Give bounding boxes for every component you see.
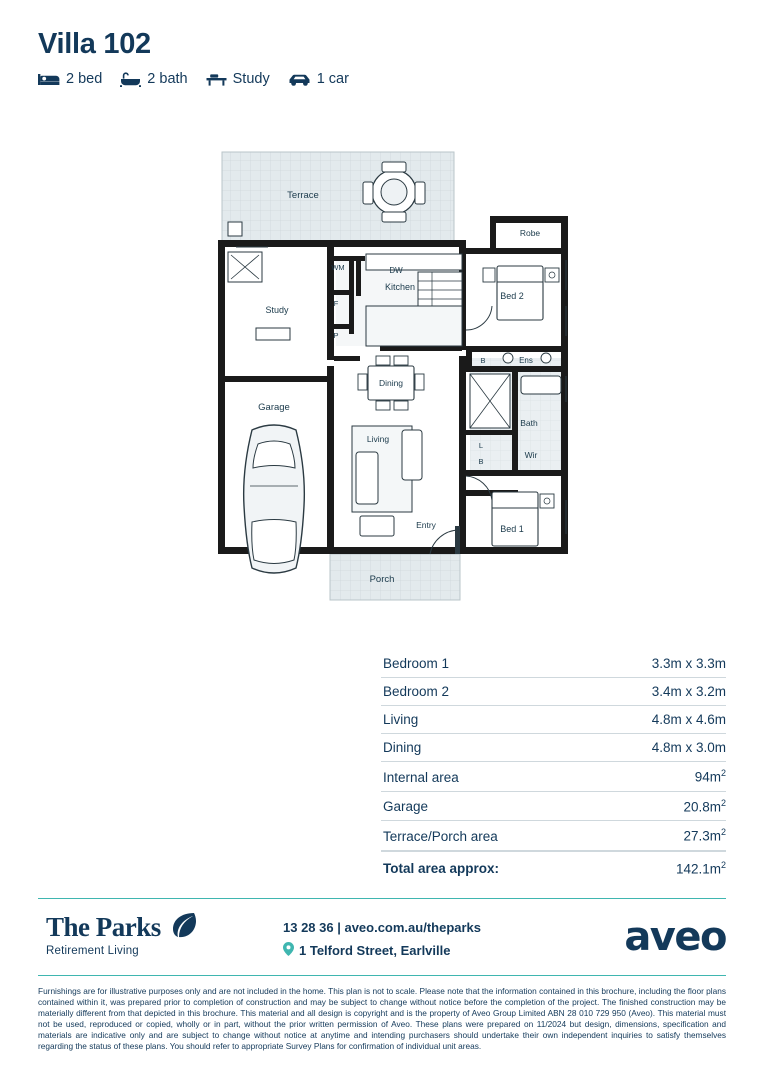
spec-bed-label: 2 bed bbox=[66, 71, 103, 87]
schedule-row-dining bbox=[381, 734, 726, 762]
parks-brand-sub: Retirement Living bbox=[46, 945, 139, 957]
schedule-label: Bedroom 1 bbox=[383, 656, 450, 671]
schedule-label: Living bbox=[383, 712, 419, 727]
room-label-bath: Bath bbox=[520, 418, 538, 428]
schedule-value: 3.4m x 3.2m bbox=[651, 684, 726, 699]
page-footer bbox=[38, 908, 726, 970]
room-label-study: Study bbox=[265, 305, 289, 315]
room-label-porch: Porch bbox=[369, 574, 395, 585]
room-robe bbox=[520, 228, 541, 238]
spec-bed bbox=[38, 71, 102, 87]
parks-brand-name: The Parks bbox=[46, 912, 161, 942]
spec-study-label: Study bbox=[232, 71, 270, 87]
room-label-l: L bbox=[478, 441, 484, 450]
schedule-value-sup: 2 bbox=[720, 768, 726, 778]
room-label-terrace: Terrace bbox=[287, 190, 319, 201]
contact-address: 1 Telford Street, Earlville bbox=[299, 943, 451, 958]
divider-top bbox=[38, 898, 726, 899]
schedule-value-sup: 2 bbox=[720, 797, 726, 808]
contact-block bbox=[283, 920, 481, 959]
page-header bbox=[38, 28, 349, 87]
schedule-label: Terrace/Porch area bbox=[383, 828, 498, 844]
schedule-total-sup: 2 bbox=[720, 859, 726, 870]
schedule-value: 3.3m x 3.3m bbox=[651, 656, 726, 671]
car-plan-icon bbox=[244, 425, 305, 573]
schedule-row-terrace-porch bbox=[381, 821, 726, 851]
room-label-kitchen: Kitchen bbox=[384, 282, 416, 292]
floor-plan-svg bbox=[0, 130, 764, 640]
schedule-row-garage bbox=[381, 792, 726, 822]
desk-icon bbox=[206, 72, 227, 87]
schedule-label: Bedroom 2 bbox=[383, 684, 450, 699]
room-label-dw: DW bbox=[389, 266, 403, 275]
bed-icon bbox=[38, 72, 60, 87]
room-label-garage: Garage bbox=[258, 402, 290, 413]
room-label-living: Living bbox=[366, 434, 390, 444]
schedule-value: 20.8m bbox=[683, 799, 721, 814]
spec-study bbox=[206, 71, 270, 87]
schedule-total-value: 142.1m bbox=[675, 861, 721, 876]
room-label-b-ens: B bbox=[480, 356, 486, 365]
leaf-icon bbox=[168, 910, 198, 945]
spec-bath-label: 2 bath bbox=[147, 71, 188, 87]
schedule-label: Internal area bbox=[383, 769, 459, 785]
room-label-wir: Wir bbox=[524, 450, 538, 460]
contact-phone-web[interactable]: 13 28 36 | aveo.com.au/theparks bbox=[283, 920, 482, 935]
location-pin-icon bbox=[283, 942, 294, 959]
floor-plan bbox=[0, 130, 764, 640]
spec-car bbox=[288, 71, 349, 87]
contact-address-row bbox=[283, 942, 481, 959]
divider-bottom bbox=[38, 975, 726, 976]
schedule-row-bedroom-1 bbox=[381, 650, 726, 678]
room-label-robe: Robe bbox=[519, 228, 541, 238]
schedule-row-bedroom-2 bbox=[381, 678, 726, 706]
area-schedule bbox=[381, 650, 726, 882]
room-label-f: F bbox=[333, 299, 339, 308]
room-label-entry: Entry bbox=[416, 520, 436, 530]
schedule-label: Dining bbox=[383, 740, 422, 755]
schedule-total-label: Total area approx: bbox=[383, 861, 500, 876]
room-label-bed1: Bed 1 bbox=[500, 524, 524, 534]
page-title: Villa 102 bbox=[38, 28, 151, 60]
schedule-value: 27.3m bbox=[683, 828, 721, 844]
room-label-ens: Ens bbox=[519, 356, 533, 365]
spec-list bbox=[38, 71, 349, 87]
room-porch bbox=[330, 554, 460, 600]
room-label-dining: Dining bbox=[378, 378, 404, 388]
schedule-row-internal-area bbox=[381, 762, 726, 792]
schedule-value: 4.8m x 4.6m bbox=[651, 712, 726, 727]
schedule-value-sup: 2 bbox=[720, 827, 726, 837]
schedule-label: Garage bbox=[383, 799, 429, 814]
schedule-value: 4.8m x 3.0m bbox=[651, 740, 726, 755]
schedule-row-living bbox=[381, 706, 726, 734]
disclaimer-text: Furnishings are for illustrative purposes only and are not included in the home. This plan is not to scale. Please note that the information contained in this brochure, including the floor plans contained within it, was prepared prior to completion of construction and may be subject to change without notice before the completion of the project. The finished construction may be materially different from that depicted in this brochure. This material and all design is copyright and is the property of Aveo Group Limited ABN 28 010 729 950 (Aveo). This material must not be used, reproduced or copied, wholly or in part, without the prior written permission of Aveo. These plans were prepared on 11/2024 but design, dimensions, specification and materials are indicative only and are subject to change without notice at anytime and intending purchasers should undertake their own independent inquiries to satisfy themselves regarding the status of these plans. You should refer to appropriate Survey Plans for confirmation of individual unit areas. bbox=[38, 986, 726, 1051]
room-label-wm: WM bbox=[331, 263, 345, 272]
schedule-row-total bbox=[381, 851, 726, 883]
car-icon bbox=[288, 72, 311, 87]
room-label-p: P bbox=[333, 331, 339, 340]
room-label-b-wir: B bbox=[478, 457, 484, 466]
bath-icon bbox=[120, 72, 141, 87]
room-label-bed2: Bed 2 bbox=[500, 291, 524, 301]
schedule-value: 94m bbox=[694, 769, 721, 785]
spec-bath bbox=[120, 71, 187, 87]
aveo-logo: aveo bbox=[624, 914, 726, 960]
parks-logo bbox=[46, 914, 161, 957]
spec-car-label: 1 car bbox=[316, 71, 349, 87]
